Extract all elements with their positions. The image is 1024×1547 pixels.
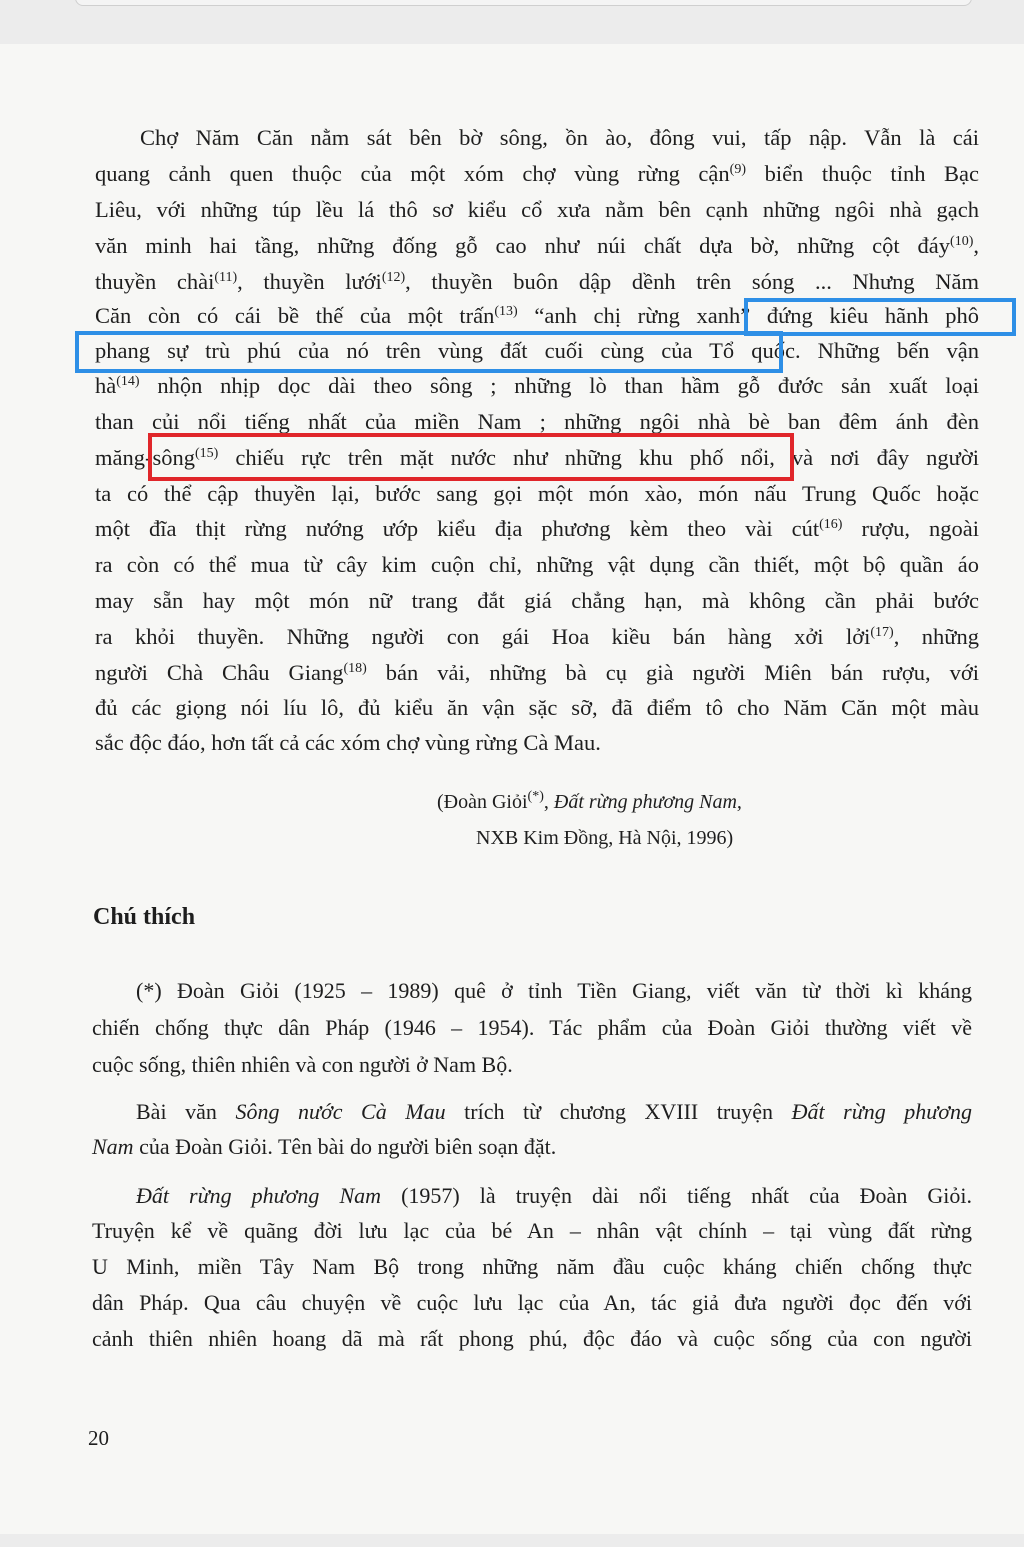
note-italic: Sông nước Cà Mau <box>235 1099 446 1124</box>
note-text: (*) Đoàn Giỏi (1925 – 1989) quê ở tỉnh Tiền Giang, viết văn từ thời kì kháng <box>136 978 972 1003</box>
passage-text: văn minh hai tầng, những đống gỗ cao như núi chất dựa bờ, những cột đáy <box>95 233 951 258</box>
source-work: Đất rừng phương Nam, <box>553 791 742 813</box>
passage-text: người Chà Châu Giang <box>95 660 344 685</box>
footnote-marker: (13) <box>494 304 518 319</box>
passage-line <box>95 619 979 655</box>
passage-line <box>95 547 979 583</box>
passage-text: biển thuộc tỉnh Bạc <box>746 161 979 186</box>
passage-text: chiếu rực trên mặt nước như những khu phố nổi, và nơi đây người <box>218 445 979 470</box>
source-publisher: NXB Kim Đồng, Hà Nội, 1996) <box>476 827 734 849</box>
passage-text: rượu, ngoài <box>842 516 979 541</box>
page-number: 20 <box>88 1426 109 1450</box>
passage-text: măng-sông <box>95 445 195 470</box>
passage-text: phang sự trù phú của nó trên vùng đất cuối cùng của Tổ quốc. Những bến vận <box>95 338 979 363</box>
note-text: (1957) là truyện dài nổi tiếng nhất của Đoàn Giỏi. <box>381 1183 972 1208</box>
passage-text: , <box>973 233 979 258</box>
passage-text: than củi nổi tiếng nhất của miền Nam ; những ngôi nhà bè ban đêm ánh đèn <box>95 409 979 434</box>
passage-line <box>95 192 979 228</box>
passage-line <box>95 690 979 726</box>
note-text: cuộc sống, thiên nhiên và con người ở Nam Bộ. <box>92 1052 513 1077</box>
passage-line <box>95 264 979 300</box>
passage-line <box>95 440 979 476</box>
passage-text: ta có thể cập thuyền lại, bước sang gọi một món xào, món nấu Trung Quốc hoặc <box>95 481 979 506</box>
passage-line <box>95 725 979 761</box>
note-line <box>92 1321 972 1357</box>
note-text: chiến chống thực dân Pháp (1946 – 1954). Tác phẩm của Đoàn Giỏi thường viết về <box>92 1015 972 1040</box>
source-citation-line1 <box>437 787 742 817</box>
passage-text: sắc độc đáo, hơn tất cả các xóm chợ vùng rừng Cà Mau. <box>95 730 601 755</box>
passage-text: thuyền chài <box>95 269 215 294</box>
passage-text: đủ các giọng nói líu lô, đủ kiểu ăn vận sặc sỡ, đã điểm tô cho Năm Căn một màu <box>95 695 979 720</box>
note-text: Truyện kể về quãng đời lưu lạc của bé An – nhân vật chính – tại vùng đất rừng <box>92 1218 972 1243</box>
footnote-marker: (10) <box>950 234 974 249</box>
passage-text: , những <box>893 624 979 649</box>
source-author: (Đoàn Giỏi <box>437 791 528 813</box>
passage-line <box>95 655 979 691</box>
note-text: dân Pháp. Qua câu chuyện về cuộc lưu lạc của An, tác giả đưa người đọc đến với <box>92 1290 972 1315</box>
footnote-marker: (11) <box>214 270 238 285</box>
passage-text: Chợ Năm Căn nằm sát bên bờ sông, ồn ào, đông vui, tấp nập. Vẫn là cái <box>140 125 979 150</box>
passage-text: bán vải, những bà cụ già người Miên bán rượu, với <box>366 660 979 685</box>
notes-heading: Chú thích <box>93 904 196 930</box>
footnote-marker: (17) <box>870 625 894 640</box>
note-line <box>92 1285 972 1321</box>
bottom-strip <box>0 1534 1024 1547</box>
note-line <box>92 1213 972 1249</box>
note-text: U Minh, miền Tây Nam Bộ trong những năm đầu cuộc kháng chiến chống thực <box>92 1254 972 1279</box>
passage-line <box>95 476 979 512</box>
passage-line <box>95 333 979 369</box>
passage-text: hà <box>95 373 117 398</box>
note-line <box>92 1129 972 1165</box>
passage-line <box>95 583 979 619</box>
top-browser-strip <box>0 0 1024 44</box>
passage-text: , thuyền buôn dập dềnh trên sóng ... Nhưng Năm <box>405 269 979 294</box>
footnote-marker: (9) <box>729 162 746 177</box>
footnote-marker: (18) <box>343 661 367 676</box>
note-line <box>136 1178 972 1214</box>
passage-line <box>95 228 979 264</box>
footnote-marker: (14) <box>116 374 140 389</box>
passage-line <box>95 156 979 192</box>
note-line <box>136 1094 972 1130</box>
note-text: cảnh thiên nhiên hoang dã mà rất phong phú, độc đáo và cuộc sống của con người <box>92 1326 972 1351</box>
passage-line <box>95 368 979 404</box>
passage-line <box>95 298 979 334</box>
passage-text: “anh chị rừng xanh” đứng kiêu hãnh phô <box>517 303 979 328</box>
note-line <box>92 1047 972 1083</box>
passage-line <box>140 120 979 156</box>
source-star: (*) <box>527 789 544 804</box>
note-italic: Đất rừng phương Nam <box>136 1183 382 1208</box>
note-text: Bài văn <box>136 1099 236 1124</box>
note-italic: Đất rừng phương <box>791 1099 972 1124</box>
footnote-marker: (12) <box>381 270 406 285</box>
passage-text: ra còn có thể mua từ cây kim cuộn chỉ, những vật dụng cần thiết, một bộ quần áo <box>95 552 979 577</box>
passage-text: nhộn nhịp dọc dài theo sông ; những lò than hầm gỗ đước sản xuất loại <box>139 373 979 398</box>
passage-text: may sẵn hay một món nữ trang đắt giá chẳng hạn, mà không cần phải bước <box>95 588 979 613</box>
passage-text: Liêu, với những túp lều lá thô sơ kiểu cổ xưa nằm bên cạnh những ngôi nhà gạch <box>95 197 979 222</box>
passage-text: quang cảnh quen thuộc của một xóm chợ vùng rừng cận <box>95 161 730 186</box>
passage-line <box>95 404 979 440</box>
passage-text: một đĩa thịt rừng nướng ướp kiểu địa phương kèm theo vài cút <box>95 516 820 541</box>
passage-text: Căn còn có cái bề thế của một trấn <box>95 303 495 328</box>
footnote-marker: (15) <box>195 446 219 461</box>
passage-text: , thuyền lưới <box>237 269 382 294</box>
passage-text: ra khỏi thuyền. Những người con gái Hoa kiều bán hàng xởi lởi <box>95 624 871 649</box>
passage-line <box>95 511 979 547</box>
note-text: trích từ chương XVIII truyện <box>445 1099 792 1124</box>
source-sep: , <box>543 791 554 813</box>
note-line <box>92 1249 972 1285</box>
note-italic: Nam <box>92 1134 134 1159</box>
note-line <box>136 973 972 1009</box>
top-card-edge <box>75 0 972 6</box>
footnote-marker: (16) <box>819 517 843 532</box>
note-text: của Đoàn Giỏi. Tên bài do người biên soạn đặt. <box>133 1134 557 1159</box>
note-line <box>92 1010 972 1046</box>
